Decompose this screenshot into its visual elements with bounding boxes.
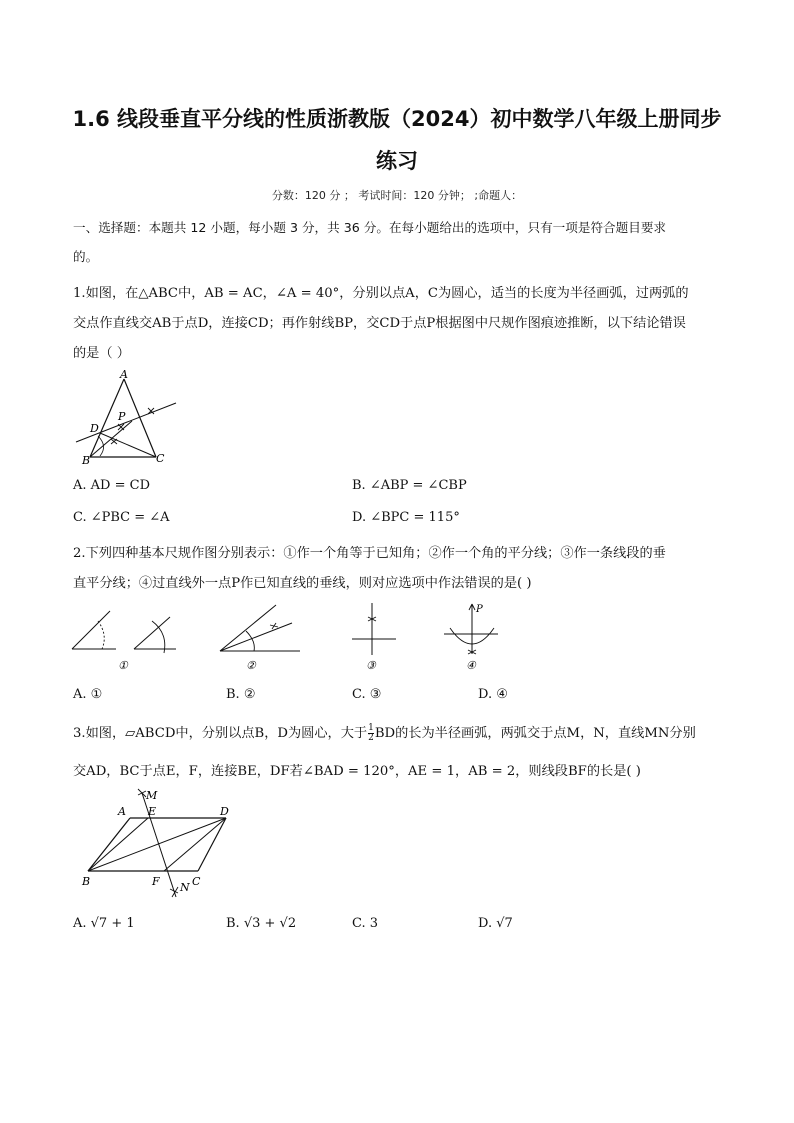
q3-label-b: B bbox=[82, 875, 91, 888]
q2-text-line-1: 2.下列四种基本尺规作图分别表示：①作一个角等于已知角；②作一个角的平分线；③作一条线段的垂 bbox=[73, 546, 666, 561]
exam-meta: 分数：120 分 ； 考试时间：120 分钟； ;命题人： bbox=[271, 189, 523, 202]
q1-label-c: C bbox=[156, 452, 165, 465]
q1-label-b: B bbox=[82, 454, 91, 466]
section-heading-continued: 的。 bbox=[73, 249, 99, 264]
q3-label-f: F bbox=[152, 875, 160, 888]
q1-text-line-3: 的是（ ） bbox=[73, 346, 130, 361]
section-heading: 一、选择题：本题共 12 小题，每小题 3 分，共 36 分。在每小题给出的选项中，只有一项是符合题目要求 bbox=[73, 220, 667, 235]
q2-construction-figure-4 bbox=[440, 600, 510, 673]
q2-label-p: P bbox=[476, 604, 483, 615]
q2-construction-figure-3 bbox=[348, 603, 408, 673]
q1-option-c[interactable]: C. ∠PBC = ∠A bbox=[73, 510, 170, 525]
q3-parallelogram-figure bbox=[76, 785, 246, 903]
q2-construction-figure-1 bbox=[68, 603, 183, 673]
q3-option-c[interactable]: C. 3 bbox=[352, 916, 379, 931]
q1-label-a: A bbox=[120, 368, 128, 381]
q1-text-line-2: 交点作直线交AB于点D，连接CD；再作射线BP，交CD于点P根据图中尺规作图痕迹推断，以下结论错误 bbox=[73, 316, 686, 331]
q2-option-b[interactable]: B. ② bbox=[226, 687, 256, 702]
q3-label-c: C bbox=[192, 875, 201, 888]
q2-label-1: ① bbox=[118, 659, 128, 672]
q2-label-4: ④ bbox=[466, 659, 476, 672]
q3-fraction-denominator: 2 bbox=[368, 733, 374, 743]
q1-triangle-figure bbox=[70, 366, 185, 466]
q2-option-a[interactable]: A. ① bbox=[73, 687, 103, 702]
q2-text-line-2: 直平分线；④过直线外一点P作已知直线的垂线，则对应选项中作法错误的是( ) bbox=[73, 576, 532, 591]
q2-option-c[interactable]: C. ③ bbox=[352, 687, 382, 702]
q1-text-line-1: 1.如图，在△ABC中，AB = AC，∠A = 40°，分别以点A，C为圆心，适当的长度为半径画弧，过两弧的 bbox=[73, 286, 689, 301]
q1-label-d: D bbox=[90, 422, 99, 435]
q3-option-a[interactable]: A. √7 + 1 bbox=[73, 916, 135, 931]
q3-option-d[interactable]: D. √7 bbox=[478, 916, 513, 931]
q2-option-d[interactable]: D. ④ bbox=[478, 687, 508, 702]
q3-label-m: M bbox=[146, 789, 158, 802]
q2-label-2: ② bbox=[246, 659, 256, 672]
q3-label-a: A bbox=[118, 805, 126, 818]
q2-label-3: ③ bbox=[366, 659, 376, 672]
page-title-continued: 练习 bbox=[376, 149, 418, 173]
q3-fraction-numerator: 1 bbox=[368, 723, 374, 733]
q3-text-line-2: 交AD，BC于点E，F，连接BE，DF若∠BAD = 120°，AE = 1，AB = 2，则线段BF的长是( ) bbox=[73, 764, 641, 779]
q1-label-p: P bbox=[118, 410, 126, 423]
q1-option-a[interactable]: A. AD = CD bbox=[73, 478, 150, 493]
page-title: 1.6 线段垂直平分线的性质浙教版（2024）初中数学八年级上册同步 bbox=[72, 107, 722, 131]
q3-text-line-1 bbox=[73, 722, 723, 743]
q3-text-post: BD的长为半径画弧，两弧交于点M，N，直线MN分别 bbox=[374, 726, 696, 741]
q3-label-n: N bbox=[180, 881, 190, 894]
q3-option-b[interactable]: B. √3 + √2 bbox=[226, 916, 297, 931]
q1-option-d[interactable]: D. ∠BPC = 115° bbox=[352, 510, 460, 525]
q1-option-b[interactable]: B. ∠ABP = ∠CBP bbox=[352, 478, 467, 493]
q3-label-e: E bbox=[148, 805, 157, 818]
q2-construction-figure-2 bbox=[216, 603, 306, 673]
q3-fraction bbox=[368, 724, 374, 743]
q3-label-d: D bbox=[220, 805, 229, 818]
q3-text-pre: 3.如图，▱ABCD中，分别以点B，D为圆心，大于 bbox=[73, 726, 368, 741]
